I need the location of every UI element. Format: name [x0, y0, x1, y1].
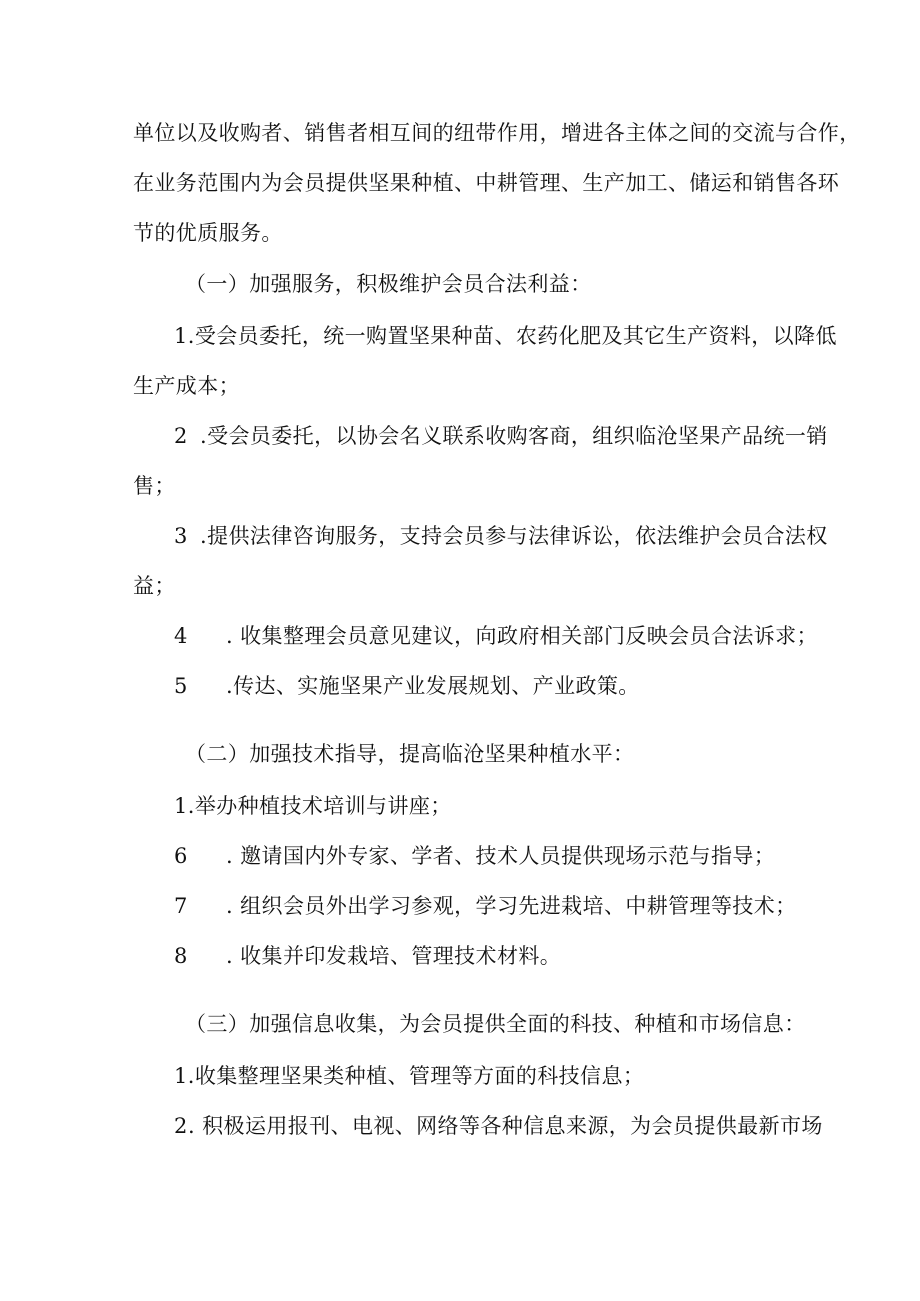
list-item-number: 1	[174, 1064, 188, 1088]
list-item-text: .传达、实施坚果产业发展规划、产业政策。	[226, 674, 640, 698]
list-item	[174, 842, 775, 870]
paragraph-line: 单位以及收购者、销售者相互间的纽带作用，增进各主体之间的交流与合作，	[133, 121, 861, 145]
list-item	[174, 1112, 823, 1140]
list-item	[174, 942, 561, 970]
section-heading-1: （一）加强服务，积极维护会员合法利益：	[185, 272, 592, 296]
paragraph-line: 在业务范围内为会员提供坚果种植、中耕管理、生产加工、储运和销售各环	[133, 171, 840, 195]
list-item-number: 8	[174, 944, 188, 968]
list-item-continuation: 益；	[133, 574, 176, 598]
list-item-continuation: 生产成本；	[133, 374, 240, 398]
list-item-text: . 组织会员外出学习参观，学习先进栽培、中耕管理等技术；	[226, 894, 797, 918]
list-item-number: 1	[174, 324, 188, 348]
list-item-text: .受会员委托，统一购置坚果种苗、农药化肥及其它生产资料，以降低	[187, 324, 837, 348]
list-item-number: 7	[174, 894, 188, 918]
section-heading-3: （三）加强信息收集，为会员提供全面的科技、种植和市场信息：	[185, 1012, 806, 1036]
list-item	[174, 892, 797, 920]
list-item-number: 6	[174, 844, 188, 868]
list-item-text: . 邀请国内外专家、学者、技术人员提供现场示范与指导；	[226, 844, 776, 868]
list-item	[174, 522, 828, 550]
list-item-number: 4	[174, 624, 188, 648]
list-item-text: .提供法律咨询服务，支持会员参与法律诉讼，依法维护会员合法权	[200, 524, 828, 548]
list-item-text: .举办种植技术培训与讲座；	[187, 794, 452, 818]
section-heading-2: （二）加强技术指导，提高临沧坚果种植水平：	[185, 742, 635, 766]
list-item	[174, 792, 452, 820]
list-item-text: . 收集整理会员意见建议，向政府相关部门反映会员合法诉求；	[226, 624, 818, 648]
list-item-number: 2	[174, 424, 188, 448]
list-item-text: .受会员委托，以协会名义联系收购客商，组织临沧坚果产品统一销	[200, 424, 828, 448]
paragraph-line: 节的优质服务。	[133, 221, 283, 245]
list-item	[174, 672, 640, 700]
list-item-continuation: 售；	[133, 474, 176, 498]
list-item	[174, 422, 828, 450]
list-item-number: 3	[174, 524, 188, 548]
list-item	[174, 322, 837, 350]
list-item	[174, 1062, 644, 1090]
list-item-text: . 积极运用报刊、电视、网络等各种信息来源，为会员提供最新市场	[188, 1114, 823, 1138]
list-item-number: 5	[174, 674, 188, 698]
list-item-number: 2	[174, 1114, 188, 1138]
list-item-number: 1	[174, 794, 188, 818]
list-item-text: . 收集并印发栽培、管理技术材料。	[226, 944, 562, 968]
list-item-text: .收集整理坚果类种植、管理等方面的科技信息；	[187, 1064, 645, 1088]
list-item	[174, 622, 818, 650]
